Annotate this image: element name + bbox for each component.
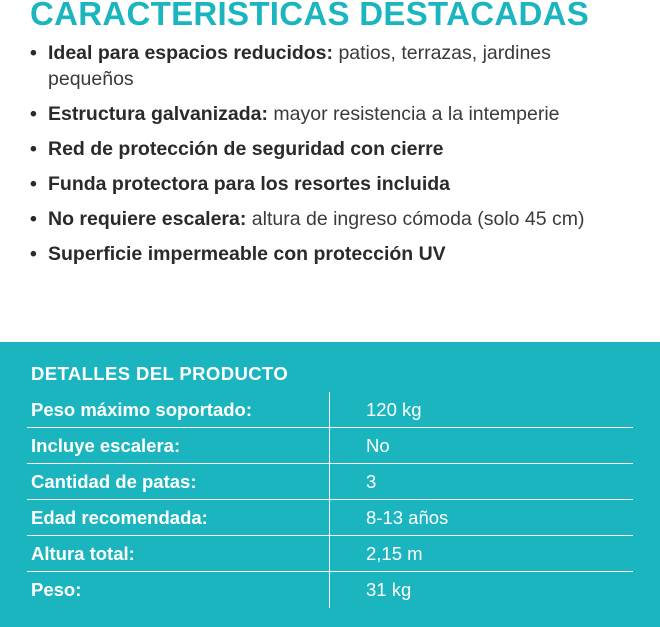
features-list xyxy=(30,40,630,276)
spec-label: Altura total: xyxy=(27,536,330,571)
feature-item xyxy=(30,241,630,267)
feature-bold-text: Red de protección de seguridad con cierre xyxy=(48,138,444,160)
spec-label: Peso: xyxy=(27,572,330,608)
feature-bold-text: Superficie impermeable con protección UV xyxy=(48,243,446,265)
spec-value: 31 kg xyxy=(366,579,412,600)
spec-row xyxy=(27,428,633,464)
spec-row xyxy=(27,536,633,572)
feature-text: altura de ingreso cómoda (solo 45 cm) xyxy=(246,208,585,230)
product-details-section xyxy=(0,342,660,627)
spec-label: Edad recomendada: xyxy=(27,500,330,535)
feature-bold-text: Estructura galvanizada: xyxy=(48,103,268,125)
product-details-title: DETALLES DEL PRODUCTO xyxy=(31,363,289,384)
feature-text: patios, terrazas, jardines pequeños xyxy=(48,42,551,90)
spec-value: 8-13 años xyxy=(366,507,449,528)
feature-item xyxy=(30,171,630,197)
spec-row xyxy=(27,572,633,608)
feature-item xyxy=(30,206,630,232)
feature-item xyxy=(30,101,630,127)
spec-row xyxy=(27,500,633,536)
spec-value: No xyxy=(366,435,390,456)
feature-bold-text: Funda protectora para los resortes incluida xyxy=(48,173,451,195)
features-title: CARACTERISTICAS DESTACADAS xyxy=(30,0,590,32)
spec-value: 3 xyxy=(366,471,377,492)
feature-item xyxy=(30,136,630,162)
spec-row xyxy=(27,392,633,428)
spec-row xyxy=(27,464,633,500)
spec-value: 120 kg xyxy=(366,399,422,420)
feature-text: mayor resistencia a la intemperie xyxy=(267,103,560,125)
product-specs-table xyxy=(27,392,633,608)
spec-label: Peso máximo soportado: xyxy=(27,392,330,427)
spec-label: Incluye escalera: xyxy=(27,428,330,463)
feature-bold-text: Ideal para espacios reducidos: xyxy=(48,42,334,64)
feature-item xyxy=(30,40,630,92)
spec-value: 2,15 m xyxy=(366,543,423,564)
spec-label: Cantidad de patas: xyxy=(27,464,330,499)
feature-bold-text: No requiere escalera: xyxy=(48,208,247,230)
